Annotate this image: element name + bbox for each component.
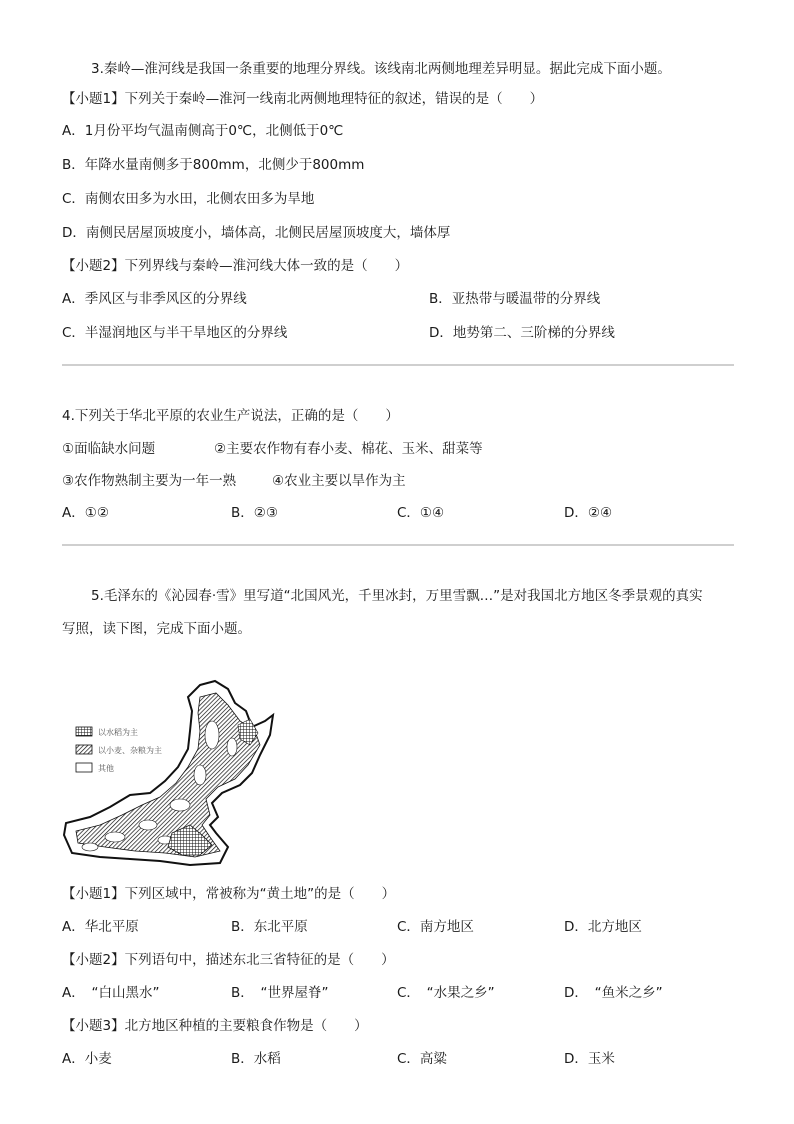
q3-sub2-option-a[interactable]: A．季风区与非季风区的分界线 [62, 291, 247, 307]
question-5-stem-line2: 写照，读下图，完成下面小题。 [62, 621, 251, 637]
legend-rice-label: 以水稻为主 [98, 728, 138, 737]
wheat-grain-zone [76, 693, 260, 857]
q3-sub2-option-b[interactable]: B．亚热带与暖温带的分界线 [429, 291, 601, 307]
q3-sub2-prompt: 【小题2】下列界线与秦岭—淮河线大体一致的是（ ） [62, 258, 409, 274]
q3-sub1-option-a[interactable]: A．1月份平均气温南侧高于0℃，北侧低于0℃ [62, 123, 344, 139]
question-3-stem: 3.秦岭—淮河线是我国一条重要的地理分界线。该线南北两侧地理差异明显。据此完成下面小题。 [91, 61, 671, 77]
section-divider [62, 544, 734, 546]
q5-sub1-option-b[interactable]: B．东北平原 [231, 919, 308, 935]
question-4-stem: 4.下列关于华北平原的农业生产说法，正确的是（ ） [62, 408, 399, 424]
legend-other-swatch [76, 763, 92, 772]
q5-sub3-option-b[interactable]: B．水稻 [231, 1051, 281, 1067]
legend-wheat-swatch [76, 745, 92, 754]
q4-item-4: ④农业主要以旱作为主 [272, 473, 406, 489]
map-legend [76, 727, 162, 773]
section-divider [62, 364, 734, 366]
q3-sub1-option-c[interactable]: C．南侧农田多为水田，北侧农田多为旱地 [62, 191, 315, 207]
q5-sub1-option-a[interactable]: A．华北平原 [62, 919, 139, 935]
q5-sub3-option-d[interactable]: D．玉米 [564, 1051, 615, 1067]
q5-sub2-option-c[interactable]: C． “水果之乡” [397, 985, 495, 1001]
q5-sub2-option-b[interactable]: B． “世界屋脊” [231, 985, 329, 1001]
q3-sub2-option-c[interactable]: C．半湿润地区与半干旱地区的分界线 [62, 325, 288, 341]
q4-option-a[interactable]: A．①② [62, 505, 109, 521]
q3-sub1-option-d[interactable]: D．南侧民居屋顶坡度小，墙体高，北侧民居屋顶坡度大，墙体厚 [62, 225, 451, 241]
q3-sub1-option-b[interactable]: B．年降水量南侧多于800mm，北侧少于800mm [62, 157, 365, 173]
legend-rice-swatch [76, 727, 92, 736]
q4-option-b[interactable]: B．②③ [231, 505, 278, 521]
legend-wheat-label: 以小麦、杂粮为主 [98, 746, 162, 755]
q4-option-d[interactable]: D．②④ [564, 505, 613, 521]
q5-sub2-prompt: 【小题2】下列语句中，描述东北三省特征的是（ ） [62, 952, 395, 968]
north-china-agriculture-map [60, 675, 282, 870]
q3-sub1-prompt: 【小题1】下列关于秦岭—淮河一线南北两侧地理特征的叙述，错误的是（ ） [62, 91, 544, 107]
legend-other-label: 其他 [98, 764, 114, 773]
q5-sub1-prompt: 【小题1】下列区域中，常被称为“黄土地”的是（ ） [62, 886, 396, 902]
q5-sub3-option-c[interactable]: C．高粱 [397, 1051, 447, 1067]
q5-sub1-option-d[interactable]: D．北方地区 [564, 919, 642, 935]
q5-sub3-option-a[interactable]: A．小麦 [62, 1051, 112, 1067]
q4-option-c[interactable]: C．①④ [397, 505, 445, 521]
q5-sub2-option-d[interactable]: D． “鱼米之乡” [564, 985, 663, 1001]
q3-sub2-option-d[interactable]: D．地势第二、三阶梯的分界线 [429, 325, 615, 341]
q4-item-2: ②主要农作物有春小麦、棉花、玉米、甜菜等 [214, 441, 483, 457]
q5-sub2-option-a[interactable]: A． “白山黑水” [62, 985, 160, 1001]
q4-item-3: ③农作物熟制主要为一年一熟 [62, 473, 237, 489]
q5-sub1-option-c[interactable]: C．南方地区 [397, 919, 474, 935]
q4-item-1: ①面临缺水问题 [62, 441, 156, 457]
q5-sub3-prompt: 【小题3】北方地区种植的主要粮食作物是（ ） [62, 1018, 368, 1034]
question-5-stem-line1: 5.毛泽东的《沁园春·雪》里写道“北国风光，千里冰封，万里雪飘…”是对我国北方地区冬季景观的真实 [91, 588, 703, 604]
